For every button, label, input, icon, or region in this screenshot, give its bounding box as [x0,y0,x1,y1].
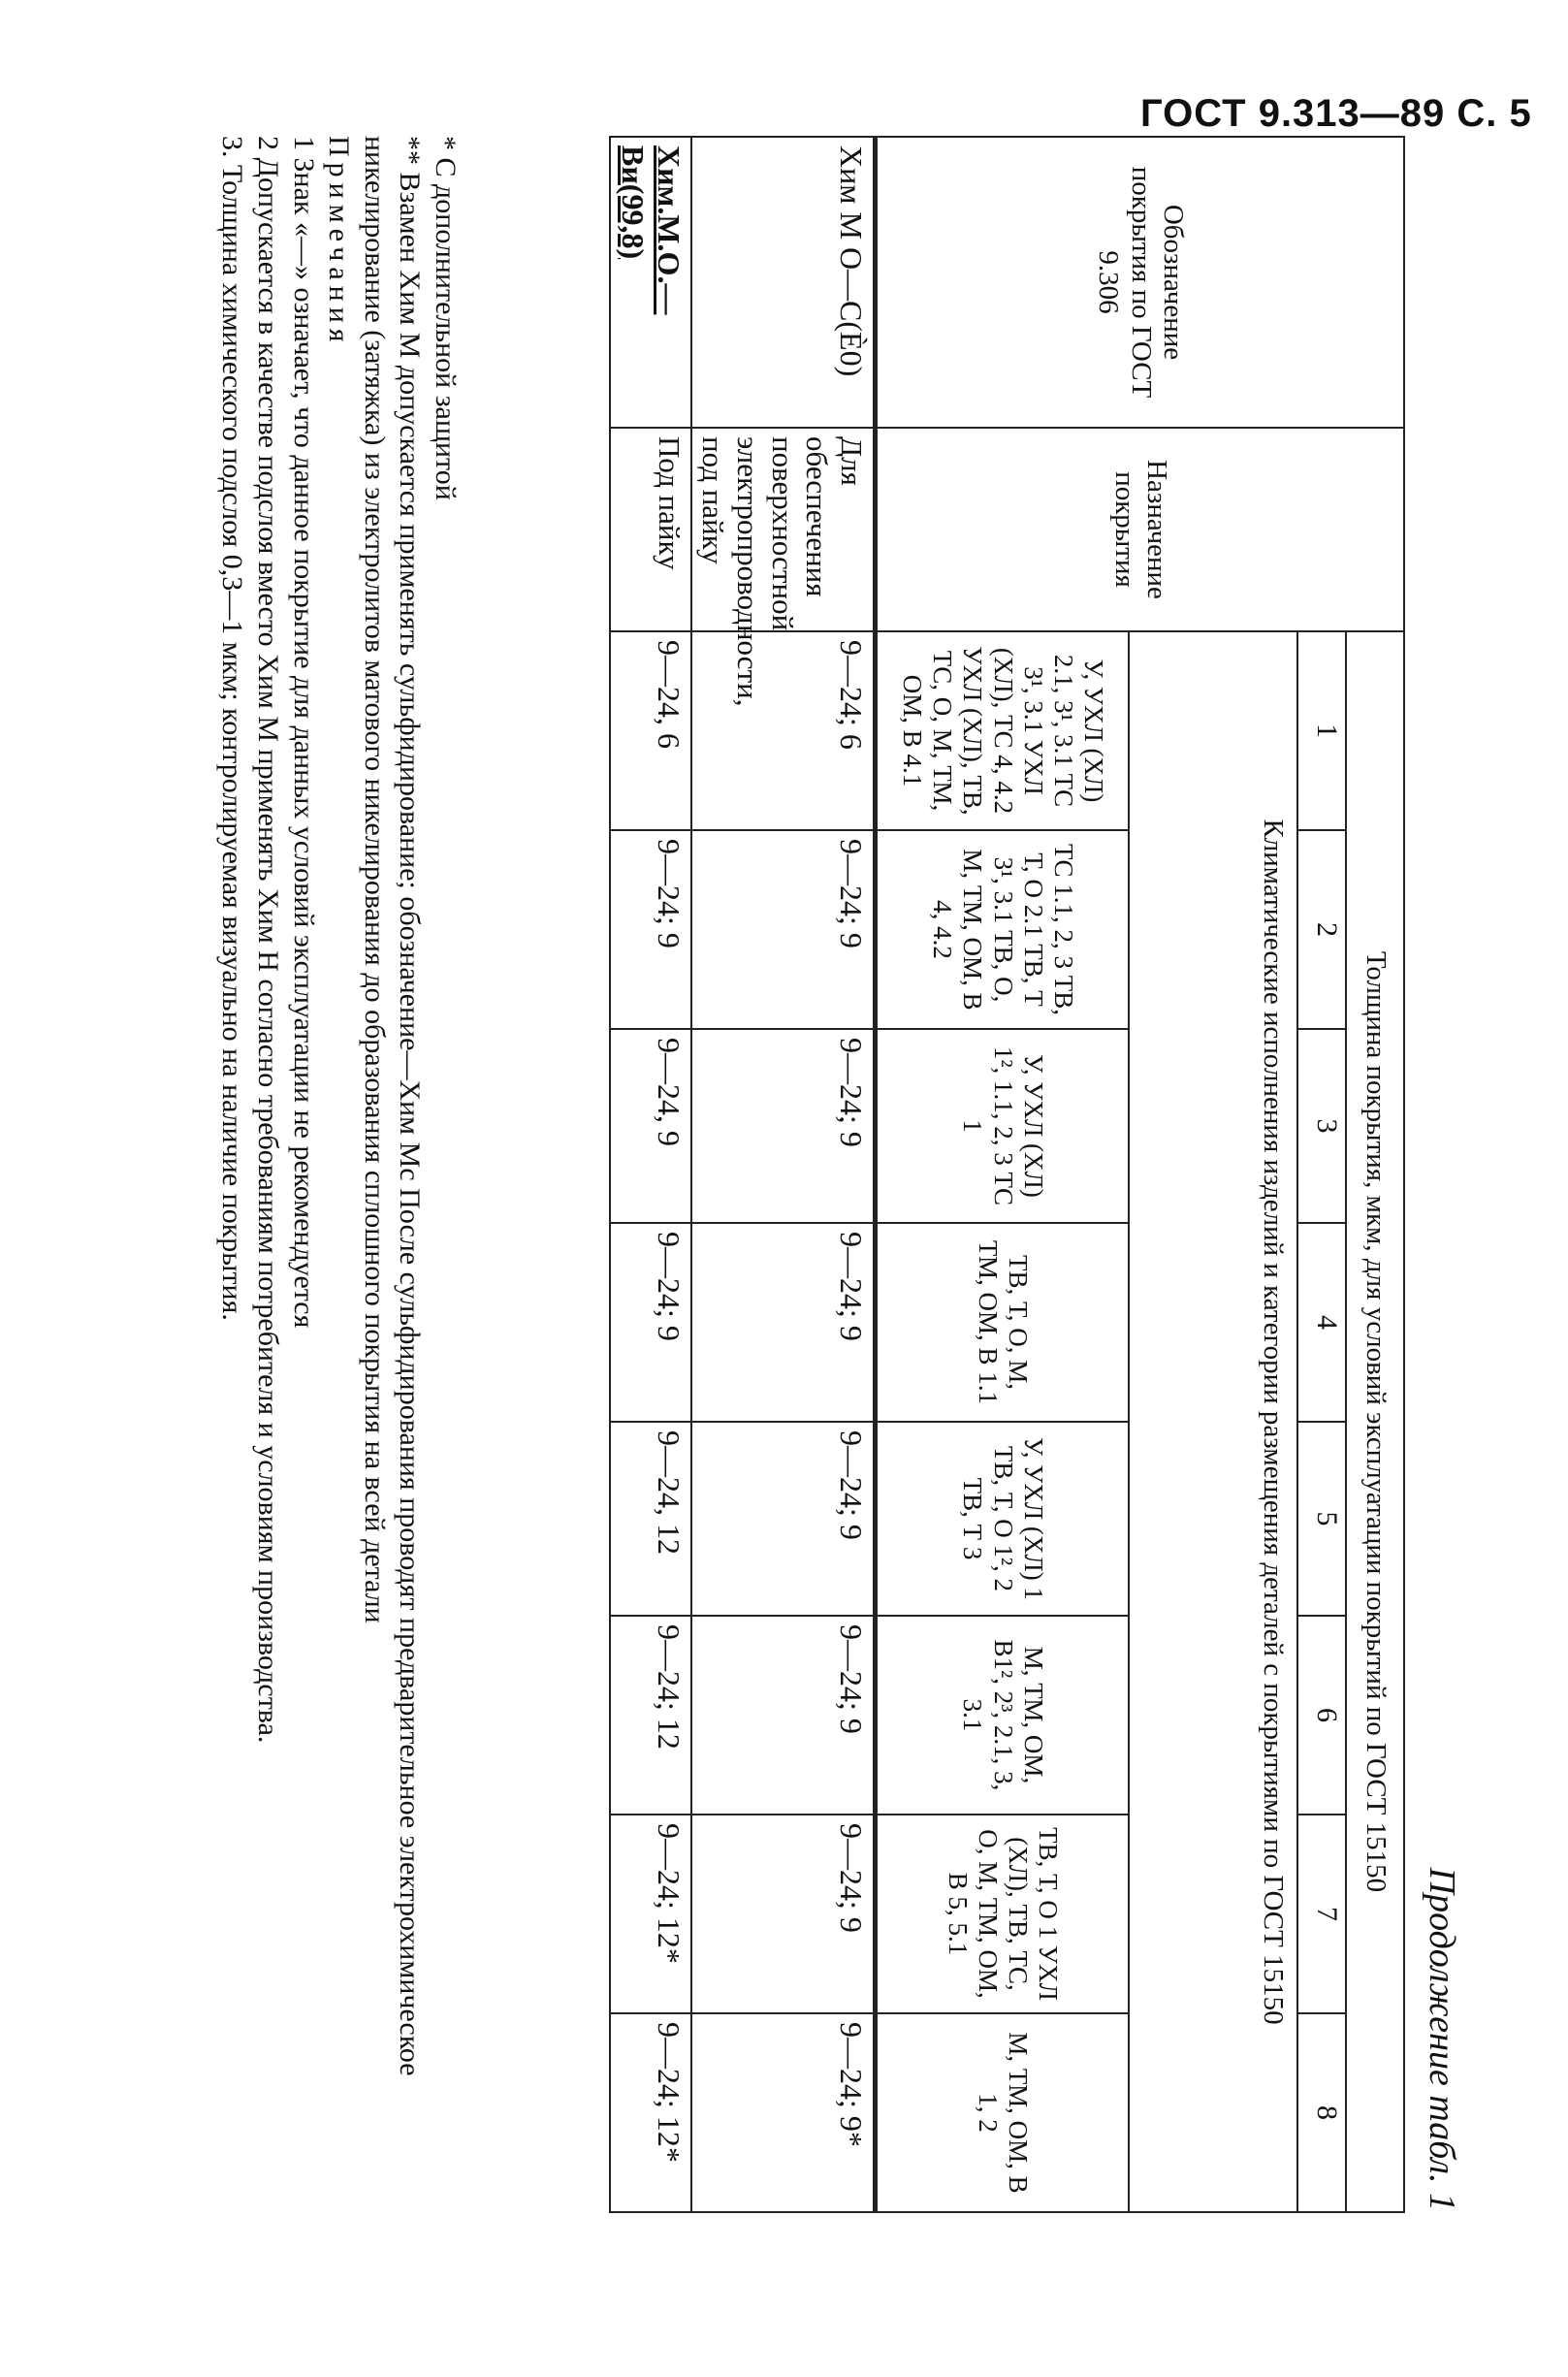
thickness-cell: 9—24; 9 [691,1029,876,1223]
purpose-cell: Для обеспечения поверхностной электропроводности, под пайку [691,428,876,631]
condition-cell: ТВ, Т, О 1 УХЛ (ХЛ), ТВ, ТС, О, М, ТМ, ОМ, В 5, 5.1 [876,1815,1130,2013]
table-row [610,137,691,2212]
note-item: 1 Знак «—» означает, что данное покрытие для данных условий эксплуатации не рекомендуется [287,136,320,1329]
notes-heading: Примечания [323,136,356,348]
thickness-cell: 9—24, 6 [610,631,691,830]
footnote-star: * С дополнительной защитой [430,136,462,500]
condition-cell: У, УХЛ (ХЛ) 1 ТВ, Т, О 1², 2 ТВ, Т 3 [876,1422,1130,1616]
col-number: 3 [1297,1029,1346,1223]
purpose-cell: Под пайку [610,428,691,631]
rotated-page [113,136,1471,2211]
thickness-cell: 9—24; 12* [610,2013,691,2212]
thickness-cell: 9—24; 6 [691,631,876,830]
table-continuation-title: Продолжение табл. 1 [1422,1867,1462,2211]
col-number: 6 [1297,1616,1346,1815]
purpose-header: Назначение покрытия [876,428,1405,631]
thickness-cell: 9—24; 9* [691,2013,876,2212]
thickness-cell: 9—24; 9 [610,1223,691,1422]
condition-cell: У, УХЛ (ХЛ) 1², 1.1, 2, 3 ТС 1 [876,1029,1130,1223]
categories-header: Климатические исполнения изделий и категории размещения деталей с покрытиями по ГОСТ 15150 [1129,631,1297,2212]
condition-cell: М, ТМ, ОМ, В1², 2³, 2.1, 3, 3.1 [876,1616,1130,1815]
note-item: 3. Толщина химического подслоя 0,3—1 мкм; контролируемая визуально на наличие покрытия. [216,136,249,1321]
col-number: 7 [1297,1815,1346,2013]
designation-header: Обозначение покрытия по ГОСТ 9.306 [876,137,1405,428]
table-row [691,137,876,2212]
col-number: 1 [1297,631,1346,830]
designation-cell: Хим М О—С(Ѐ0) [691,137,876,428]
condition-cell: ТВ, Т, О, М, ТМ, ОМ, В 1.1 [876,1223,1130,1422]
col-number: 8 [1297,2013,1346,2212]
condition-cell: ТС 1.1, 2, 3 ТВ, Т, О 2.1 ТВ, Т 3¹, 3.1 ТВ, О, М, ТМ, ОМ, В 4, 4.2 [876,830,1130,1029]
thickness-cell: 9—24; 9 [691,830,876,1029]
condition-cell: У, УХЛ (ХЛ) 2.1, 3¹, 3.1 ТС 3¹, 3.1 УХЛ (ХЛ), ТС 4, 4.2 УХЛ (ХЛ), ТВ, ТС, О, М, ТМ, ОМ, В 4.1 [876,631,1130,830]
designation-cell: Хим.М.О.—Ви(99,8) [610,137,691,428]
coating-table [609,136,1405,2213]
col-number: 2 [1297,830,1346,1029]
col-number: 5 [1297,1422,1346,1616]
thickness-cell: 9—24; 9 [691,1422,876,1616]
standard-header: ГОСТ 9.313—89 С. 5 [1140,92,1532,135]
thickness-cell: 9—24; 9 [691,1815,876,2013]
thickness-cell: 9—24; 9 [610,830,691,1029]
condition-cell: М, ТМ, ОМ, В 1, 2 [876,2013,1130,2212]
thickness-cell: 9—24, 12 [610,1422,691,1616]
thickness-cell: 9—24; 9 [691,1223,876,1422]
thickness-cell: 9—24; 9 [691,1616,876,1815]
col-number: 4 [1297,1223,1346,1422]
header-row-thickness [1346,137,1404,2212]
footnotes [214,136,463,2211]
note-item: 2 Допускается в качестве подслоя вместо Хим М применять Хим Н согласно требованиям потребителя и условиям производства. [252,136,285,1744]
thickness-cell: 9—24; 12 [610,1616,691,1815]
footnote-double-star: ** Взамен Хим М допускается применять сульфидирование; обозначение—Хим Мс После сульфидирования проводят предварительное электрохимическое никелирование (затяжка) из электролитов матового никелирования до образования сплошного покрытия на всей детали [358,136,427,2076]
thickness-cell: 9—24; 12* [610,1815,691,2013]
thickness-header: Толщина покрытия, мкм, для условий эксплуатации покрытий по ГОСТ 15150 [1346,631,1404,2212]
thickness-cell: 9—24, 9 [610,1029,691,1223]
